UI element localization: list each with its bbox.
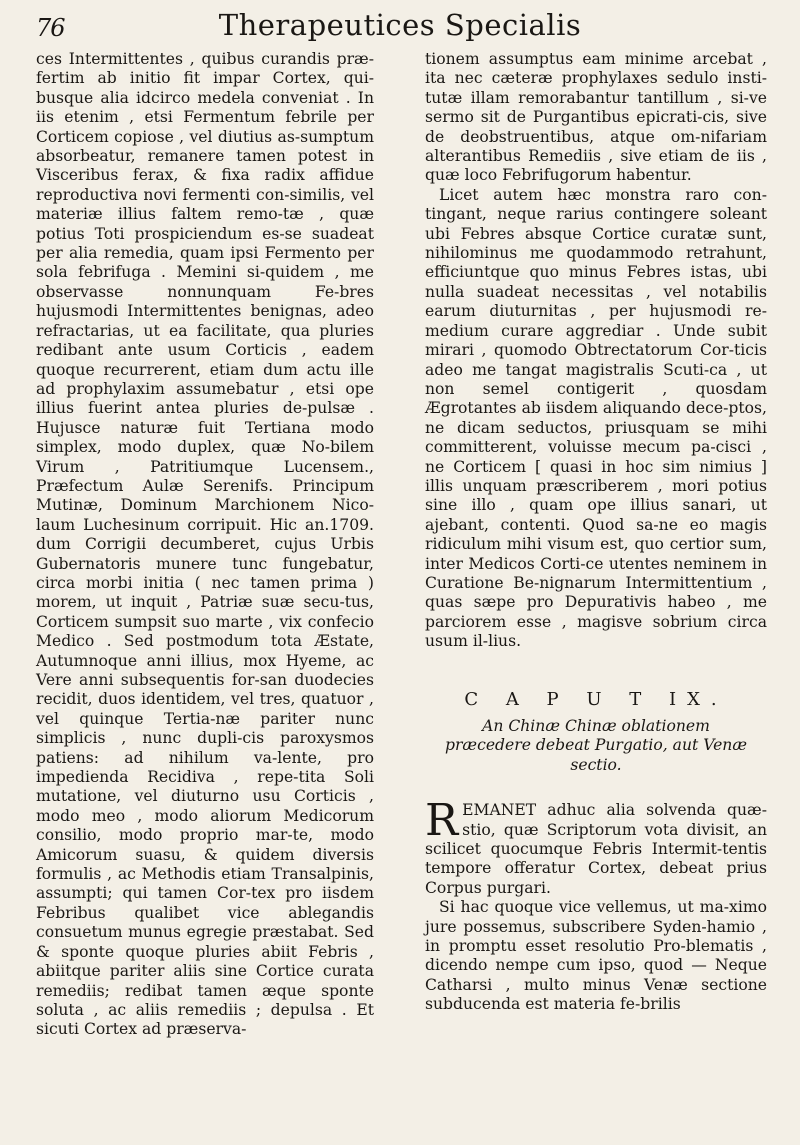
body-paragraph: ces Intermittentes , quibus curandis præ-fertim ab initio fit impar Cortex, qui-busque alia idcirco medela conveniat . In iis etenim , etsi Fermentum febrile per Corticem copiose , vel diutius as-sumptum absorbeatur, remanere tamen potest in Visceribus ferax, & fixa radix affidue reproductiva novi fermenti con-similis, vel materiæ illius faltem remo-tæ , quæ potius Toti prospiciendum es-se suadeat per alia remedia, quam ipsi Fermento per sola febrifuga . Memini si-quidem , me observasse nonnunquam Fe-bres hujusmodi Intermittentes benignas, adeo refractarias, ut ea facilitate, qua pluries redibant ante usum Corticis , eadem quoque recurrerent, etiam dum actu ille ad prophylaxim assumebatur , etsi ope illius fuerint antea pluries de-pulsæ . Hujusce naturæ fuit Tertiana modo simplex, modo duplex, quæ No-bilem Virum , Patritiumque Lucensem., Præfectum Aulæ Serenifs. Principum Mutinæ, Dominum Marchionem Nico-laum Luchesinum corripuit. Hic an.1709. dum Corrigii decumberet, cujus Urbis Gubernatoris munere tunc fungebatur, circa morbi initia ( nec tamen prima ) morem, ut inquit , Patriæ suæ secu-tus, Corticem sumpsit suo marte , vix confecio Medico . Sed postmodum tota Æstate, Autumnoque anni illius, mox Hyeme, ac Vere anni subsequentis for-san duodecies recidit, duos identidem, vel tres, quatuor , vel quinque Tertia-næ pariter nunc simplicis , nunc dupli-cis paroxysmos patiens: ad nihilum va-lente, pro impedienda Recidiva , repe-tita Soli mutatione, vel diuturno usu Corticis , modo meo , modo aliorum Medicorum consilio, modo proprio mar-te, modo Amicorum suasu, & quidem diversis formulis , ac Methodis etiam Transalpinis, assumpti; qui tamen Cor-tex pro iisdem Febribus qualibet vice ablegandis consuetum munus egregie præstabat. Sed & sponte quoque pluries abiit Febris , abiitque pariter aliis sine Cortice curata remediis; redibat tamen æque sponte soluta , ac aliis remediis ; depulsa . Et sicuti Cortex ad præserva- bbox=[36, 50, 374, 1039]
body-paragraph: Licet autem hæc monstra raro con-tingant, neque rarius contingere soleant ubi Febres absque Cortice curatæ sunt, nihilominus me quodammodo retrahunt, efficiuntque quo minus Febres istas, ubi nulla suadeat necessitas , vel notabilis earum diuturnitas , per hujusmodi re-medium curare aggrediar . Unde subit mirari , quomodo Obtrectatorum Cor-ticis adeo me tangat magistralis Scuti-ca , ut non semel contigerit , quosdam Ægrotantes ab iisdem aliquando dece-ptos, ne dicam seductos, priusquam se mihi committerent, voluisse mecum pa-cisci , ne Corticem [ quasi in hoc sim nimius ] illis unquam præscriberem , mori potius sine illo , quam ope illius sanari, ut ajebant, contenti. Quod sa-ne eo magis ridiculum mihi visum est, quo certior sum, inter Medicos Corti-ce utentes neminem in Curatione Be-nignarum Intermittentium , quas sæpe pro Depurativis habeo , me parciorem esse , magisve sobrium circa usum il-lius. bbox=[425, 185, 767, 651]
body-paragraph: tionem assumptus eam minime arcebat , ita nec cæteræ prophylaxes sedulo insti-tutæ illam remorabantur tantillum , si-ve sermo sit de Purgantibus epicrati-cis, sive de deobstruentibus, atque om-nifariam alterantibus Remediis , sive etiam de iis , quæ loco Febrifugorum habentur. bbox=[425, 50, 767, 185]
body-paragraph: Si hac quoque vice vellemus, ut ma-ximo jure possemus, subscribere Syden-hamio , in promptu esset resolutio Pro-blematis , dicendo nempe cum ipso, quod — Neque Catharsi , multo minus Venæ sectione subducenda est materia fe-brilis bbox=[425, 898, 767, 1014]
left-column bbox=[36, 50, 374, 1040]
right-column bbox=[425, 50, 767, 1015]
chapter-heading: C A P U T IX. bbox=[464, 688, 728, 710]
chapter-opening-text: EMANET adhuc alia solvenda quæ-stio, quæ Scriptorum vota divisit, an scilicet quocumque Febris Intermit-tentis tempore offeratur Cortex, debeat prius Corpus purgari. bbox=[425, 801, 767, 897]
page-number: 76 bbox=[36, 14, 65, 42]
chapter-opening-paragraph bbox=[425, 795, 767, 898]
chapter-summary: An Chinæ Chinæ oblationem præcedere debeat Purgatio, aut Venæ sectio. bbox=[445, 717, 747, 774]
page-header bbox=[36, 8, 764, 42]
running-title: Therapeutices Specialis bbox=[218, 8, 582, 42]
drop-cap: R bbox=[425, 795, 459, 847]
